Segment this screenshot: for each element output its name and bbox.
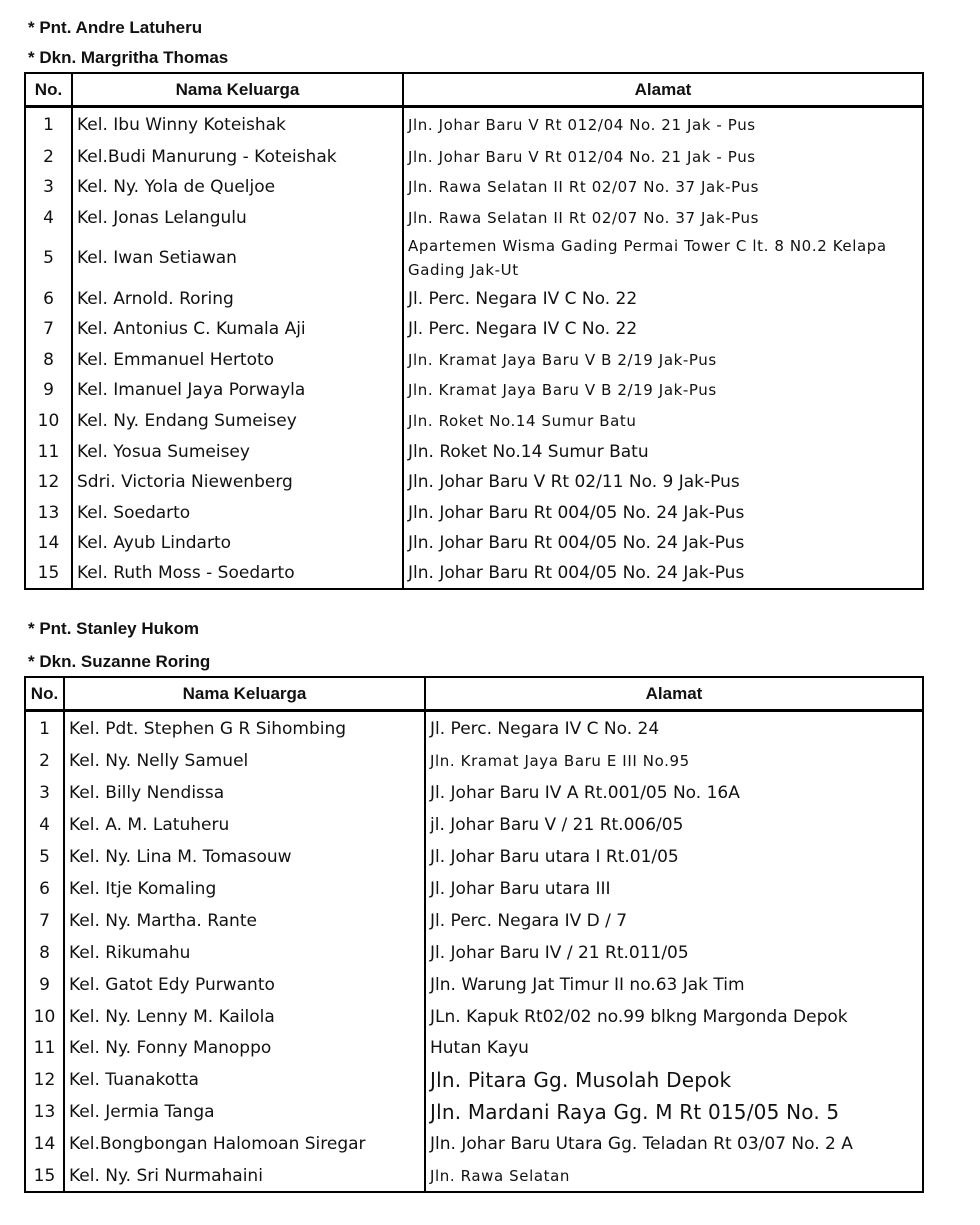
row-number: 2 xyxy=(25,746,64,778)
family-address: Jln. Johar Baru Utara Gg. Teladan Rt 03/07 No. 2 A xyxy=(425,1128,923,1160)
table-body xyxy=(25,107,923,590)
family-address: Jln. Warung Jat Timur II no.63 Jak Tim xyxy=(425,969,923,1001)
row-number: 13 xyxy=(25,1096,64,1128)
row-number: 14 xyxy=(25,528,72,559)
row-number: 8 xyxy=(25,937,64,969)
table-row xyxy=(25,467,923,498)
table-row xyxy=(25,172,923,203)
row-number: 9 xyxy=(25,969,64,1001)
family-name: Kel. Ruth Moss - Soedarto xyxy=(72,559,403,590)
row-number: 12 xyxy=(25,467,72,498)
family-address: Jln. Roket No.14 Sumur Batu xyxy=(403,406,923,437)
table-row xyxy=(25,283,923,314)
family-name: Kel. Itje Komaling xyxy=(64,873,425,905)
table-row xyxy=(25,969,923,1001)
table-row xyxy=(25,873,923,905)
family-name: Kel. Imanuel Jaya Porwayla xyxy=(72,375,403,406)
family-address: Jln. Johar Baru Rt 004/05 No. 24 Jak-Pus xyxy=(403,497,923,528)
family-name: Kel. Ny. Nelly Samuel xyxy=(64,746,425,778)
row-number: 6 xyxy=(25,283,72,314)
row-number: 12 xyxy=(25,1064,64,1096)
table-row xyxy=(25,142,923,173)
row-number: 3 xyxy=(25,172,72,203)
row-number: 13 xyxy=(25,497,72,528)
column-header-alamat: Alamat xyxy=(403,73,923,107)
table-row xyxy=(25,528,923,559)
row-number: 15 xyxy=(25,1160,64,1192)
row-number: 5 xyxy=(25,233,72,283)
family-name: Kel.Budi Manurung - Koteishak xyxy=(72,142,403,173)
row-number: 10 xyxy=(25,1001,64,1033)
row-number: 4 xyxy=(25,203,72,234)
family-address: Jln. Pitara Gg. Musolah Depok xyxy=(425,1064,923,1096)
family-name: Kel. Billy Nendissa xyxy=(64,777,425,809)
row-number: 1 xyxy=(25,711,64,746)
table-row xyxy=(25,203,923,234)
row-number: 5 xyxy=(25,841,64,873)
family-address: Jl. Perc. Negara IV C No. 22 xyxy=(403,283,923,314)
family-address: Jln. Johar Baru Rt 004/05 No. 24 Jak-Pus xyxy=(403,559,923,590)
family-address: Jl. Perc. Negara IV C No. 24 xyxy=(425,711,923,746)
row-number: 11 xyxy=(25,436,72,467)
family-name: Kel. Gatot Edy Purwanto xyxy=(64,969,425,1001)
family-name: Kel. Arnold. Roring xyxy=(72,283,403,314)
elder-heading-1: * Pnt. Andre Latuheru xyxy=(28,18,203,37)
family-address: Jln. Johar Baru V Rt 012/04 No. 21 Jak - Pus xyxy=(403,107,923,142)
family-table-1 xyxy=(24,72,924,590)
row-number: 11 xyxy=(25,1033,64,1065)
table-row xyxy=(25,436,923,467)
family-address: Jl. Johar Baru utara III xyxy=(425,873,923,905)
table-row xyxy=(25,777,923,809)
table-row xyxy=(25,1033,923,1065)
family-address: Jl. Perc. Negara IV D / 7 xyxy=(425,905,923,937)
column-header-alamat: Alamat xyxy=(425,677,923,711)
table-row xyxy=(25,1001,923,1033)
family-table-2 xyxy=(24,676,924,1193)
table-row xyxy=(25,937,923,969)
row-number: 10 xyxy=(25,406,72,437)
table-row xyxy=(25,1096,923,1128)
row-number: 6 xyxy=(25,873,64,905)
family-address: Jl. Perc. Negara IV C No. 22 xyxy=(403,314,923,345)
family-name: Kel. Rikumahu xyxy=(64,937,425,969)
family-address: Hutan Kayu xyxy=(425,1033,923,1065)
family-name: Kel. Yosua Sumeisey xyxy=(72,436,403,467)
family-name: Kel.Bongbongan Halomoan Siregar xyxy=(64,1128,425,1160)
column-header-nama: Nama Keluarga xyxy=(64,677,425,711)
family-name: Kel. Antonius C. Kumala Aji xyxy=(72,314,403,345)
family-address: Jln. Kramat Jaya Baru E III No.95 xyxy=(425,746,923,778)
family-address: Jln. Mardani Raya Gg. M Rt 015/05 No. 5 xyxy=(425,1096,923,1128)
table-row xyxy=(25,1128,923,1160)
family-address: Jln. Johar Baru V Rt 02/11 No. 9 Jak-Pus xyxy=(403,467,923,498)
row-number: 15 xyxy=(25,559,72,590)
family-name: Kel. Pdt. Stephen G R Sihombing xyxy=(64,711,425,746)
family-address: JLn. Kapuk Rt02/02 no.99 blkng Margonda Depok xyxy=(425,1001,923,1033)
table-header-row xyxy=(25,677,923,711)
family-name: Kel. Soedarto xyxy=(72,497,403,528)
table-row xyxy=(25,809,923,841)
family-name: Kel. Tuanakotta xyxy=(64,1064,425,1096)
family-name: Kel. Ny. Lina M. Tomasouw xyxy=(64,841,425,873)
family-address: Jl. Johar Baru utara I Rt.01/05 xyxy=(425,841,923,873)
family-address: jl. Johar Baru V / 21 Rt.006/05 xyxy=(425,809,923,841)
table-row xyxy=(25,497,923,528)
row-number: 2 xyxy=(25,142,72,173)
family-name: Kel. Jonas Lelangulu xyxy=(72,203,403,234)
family-name: Sdri. Victoria Niewenberg xyxy=(72,467,403,498)
deacon-heading-1: * Dkn. Margritha Thomas xyxy=(28,48,229,67)
family-name: Kel. Ny. Lenny M. Kailola xyxy=(64,1001,425,1033)
column-header-no: No. xyxy=(25,73,72,107)
family-address: Jln. Johar Baru V Rt 012/04 No. 21 Jak - Pus xyxy=(403,142,923,173)
family-name: Kel. Iwan Setiawan xyxy=(72,233,403,283)
row-number: 14 xyxy=(25,1128,64,1160)
row-number: 1 xyxy=(25,107,72,142)
table-row xyxy=(25,344,923,375)
column-header-nama: Nama Keluarga xyxy=(72,73,403,107)
table-row xyxy=(25,406,923,437)
row-number: 7 xyxy=(25,314,72,345)
table-row xyxy=(25,1160,923,1192)
column-header-no: No. xyxy=(25,677,64,711)
table-header-row xyxy=(25,73,923,107)
family-name: Kel. Jermia Tanga xyxy=(64,1096,425,1128)
table-row xyxy=(25,375,923,406)
family-address: Jl. Johar Baru IV A Rt.001/05 No. 16A xyxy=(425,777,923,809)
family-name: Kel. Ny. Fonny Manoppo xyxy=(64,1033,425,1065)
family-name: Kel. Ny. Endang Sumeisey xyxy=(72,406,403,437)
row-number: 4 xyxy=(25,809,64,841)
row-number: 9 xyxy=(25,375,72,406)
family-address: Jln. Kramat Jaya Baru V B 2/19 Jak-Pus xyxy=(403,375,923,406)
row-number: 8 xyxy=(25,344,72,375)
family-name: Kel. Ny. Sri Nurmahaini xyxy=(64,1160,425,1192)
family-address: Apartemen Wisma Gading Permai Tower C lt. 8 N0.2 Kelapa Gading Jak-Ut xyxy=(403,233,923,283)
table-row xyxy=(25,314,923,345)
family-address: Jln. Rawa Selatan II Rt 02/07 No. 37 Jak-Pus xyxy=(403,203,923,234)
family-name: Kel. Emmanuel Hertoto xyxy=(72,344,403,375)
table-body xyxy=(25,711,923,1192)
family-address: Jln. Roket No.14 Sumur Batu xyxy=(403,436,923,467)
table-row xyxy=(25,1064,923,1096)
table-row xyxy=(25,841,923,873)
deacon-heading-2: * Dkn. Suzanne Roring xyxy=(28,652,211,671)
family-name: Kel. Ibu Winny Koteishak xyxy=(72,107,403,142)
family-name: Kel. Ayub Lindarto xyxy=(72,528,403,559)
table-row xyxy=(25,711,923,746)
family-address: Jln. Johar Baru Rt 004/05 No. 24 Jak-Pus xyxy=(403,528,923,559)
table-row xyxy=(25,107,923,142)
row-number: 7 xyxy=(25,905,64,937)
table-row xyxy=(25,905,923,937)
family-address: Jl. Johar Baru IV / 21 Rt.011/05 xyxy=(425,937,923,969)
elder-heading-2: * Pnt. Stanley Hukom xyxy=(28,619,199,638)
family-address: Jln. Kramat Jaya Baru V B 2/19 Jak-Pus xyxy=(403,344,923,375)
table-row xyxy=(25,233,923,283)
family-name: Kel. Ny. Yola de Queljoe xyxy=(72,172,403,203)
family-name: Kel. Ny. Martha. Rante xyxy=(64,905,425,937)
family-address: Jln. Rawa Selatan II Rt 02/07 No. 37 Jak-Pus xyxy=(403,172,923,203)
table-row xyxy=(25,559,923,590)
family-address: Jln. Rawa Selatan xyxy=(425,1160,923,1192)
row-number: 3 xyxy=(25,777,64,809)
family-name: Kel. A. M. Latuheru xyxy=(64,809,425,841)
table-row xyxy=(25,746,923,778)
